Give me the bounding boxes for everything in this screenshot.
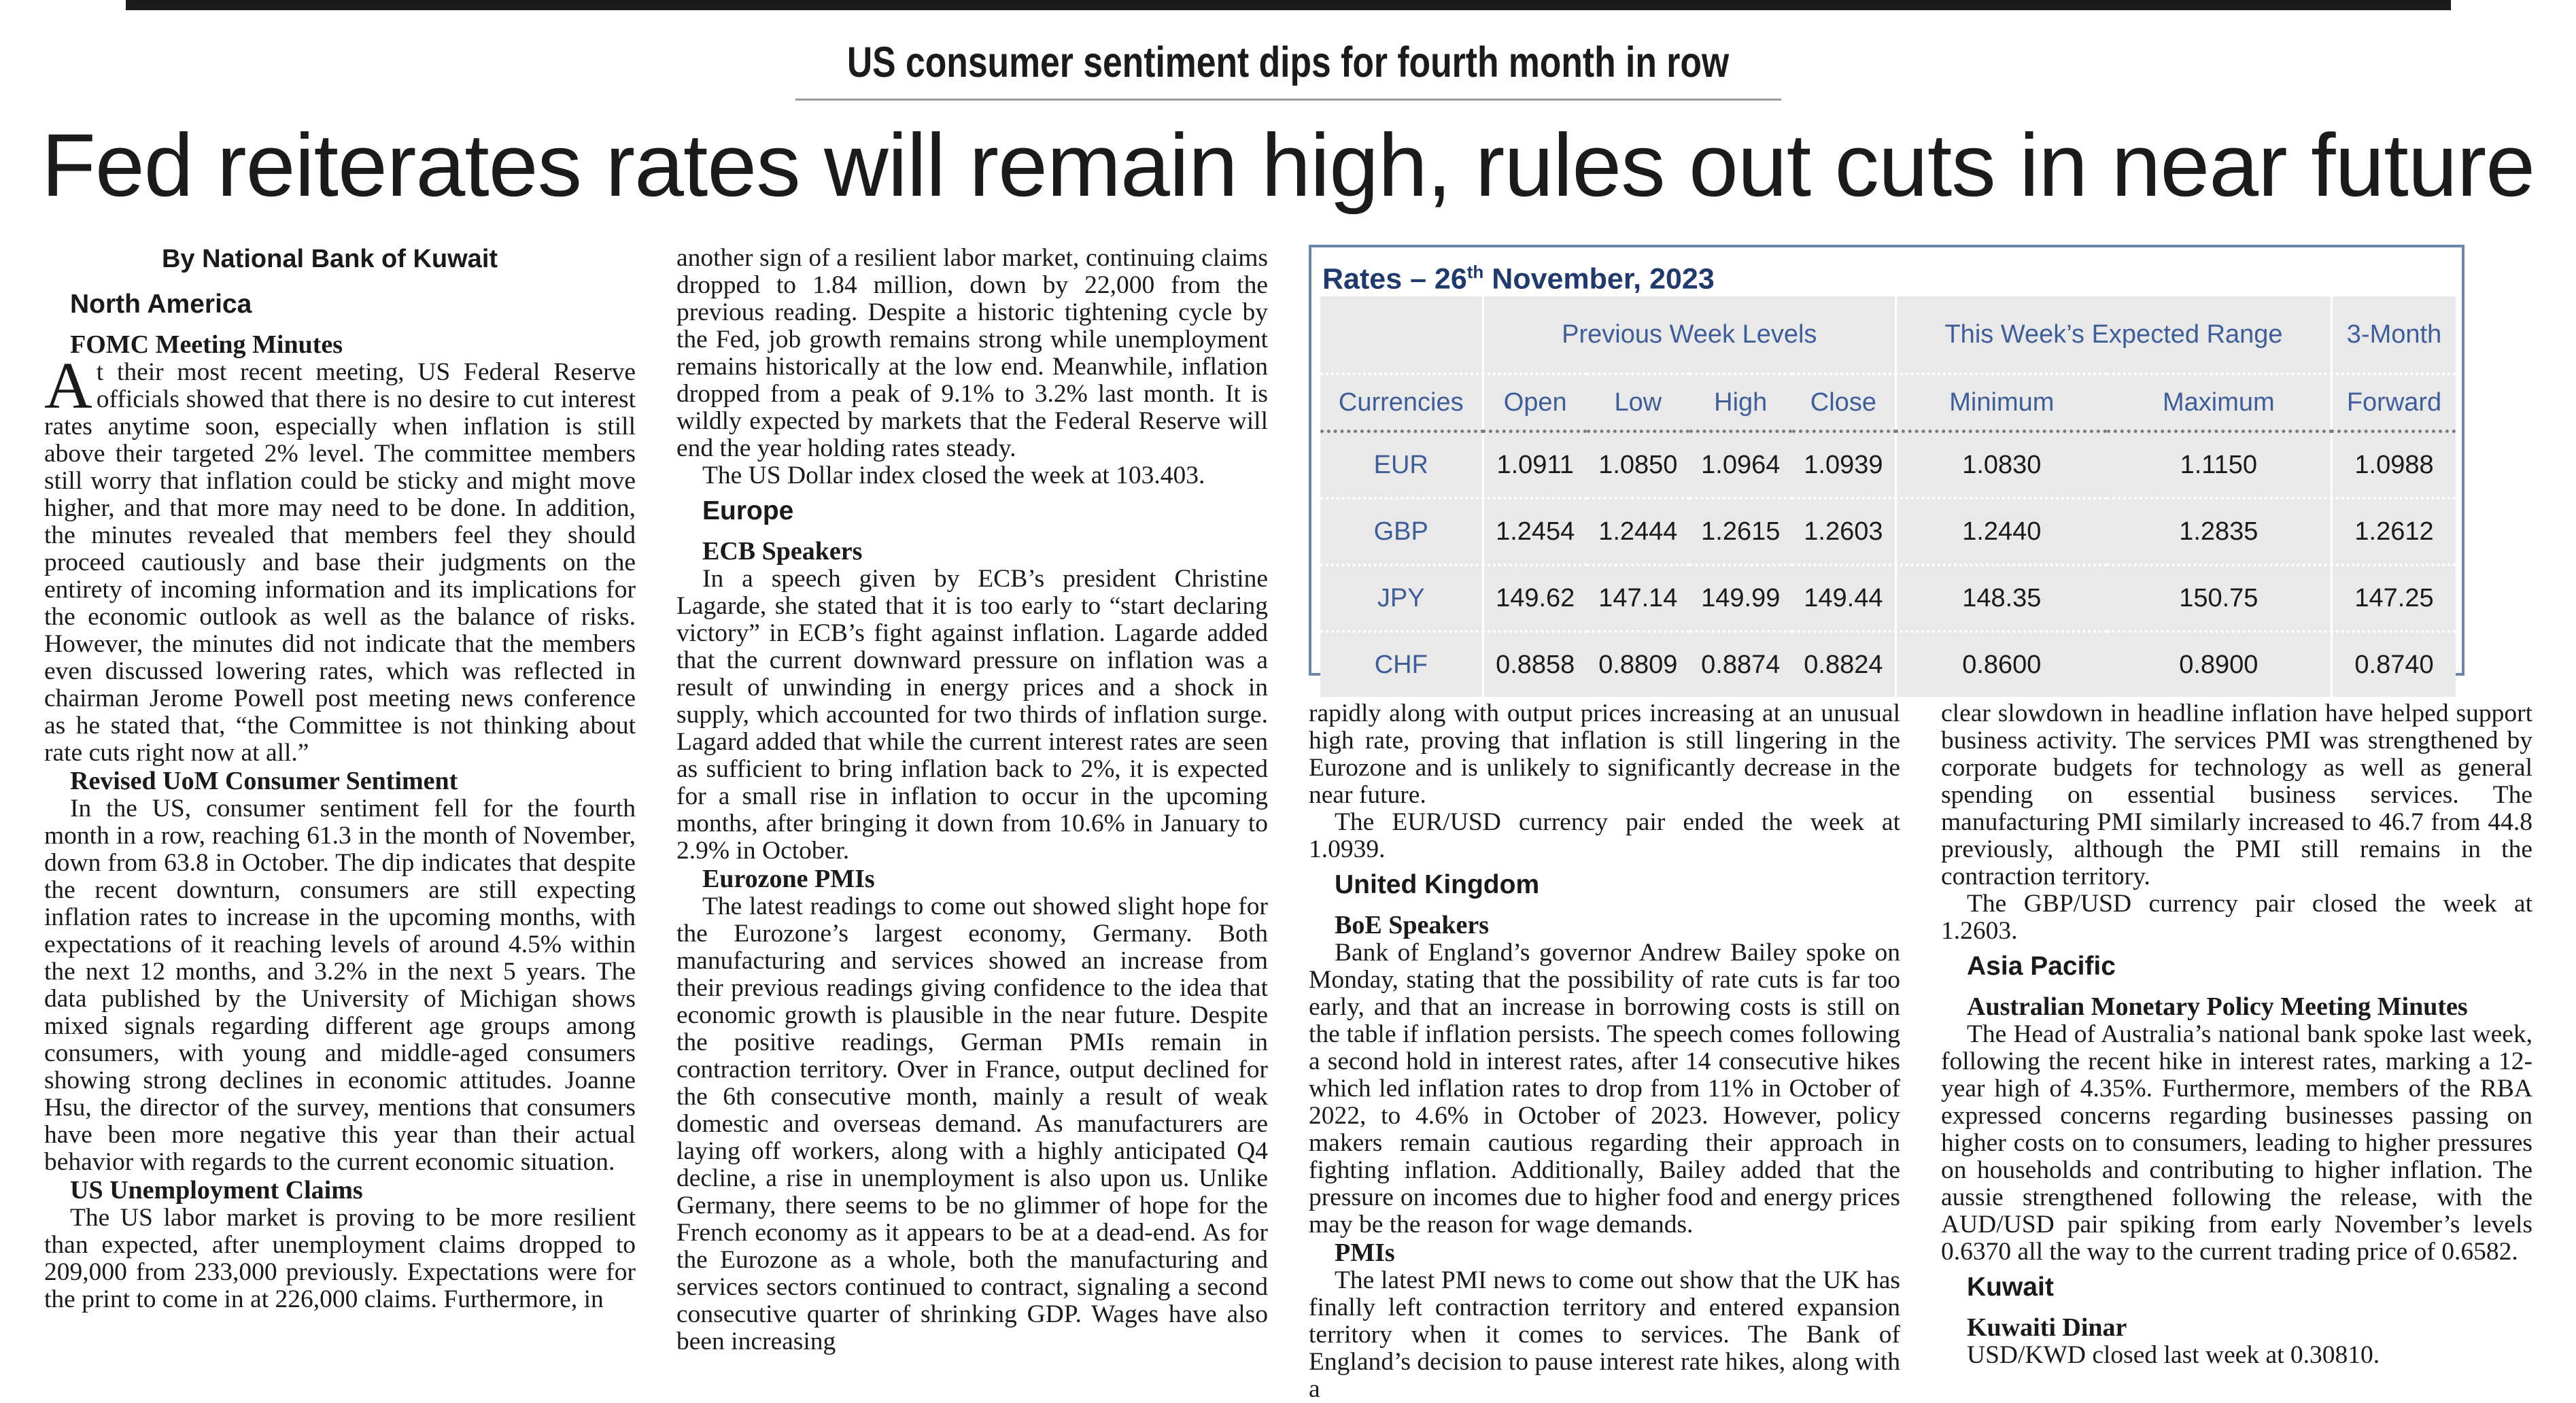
paragraph: In a speech given by ECB’s president Christine Lagarde, she stated that it is too early to “start declaring victory” in ECB’s fight against inflation. Lagarde added that the current downward pressure on inflation was a result of unwinding in energy prices and a shock in supply, which accounted for two thirds of inflation surge. Lagard added that while the current interest rates are seen as sufficient to bring inflation back to 2%, it is expected for a small rise in inflation to occur in the upcoming months, after bringing it down from 10.6% in January to 2.9% in October. bbox=[676, 565, 1268, 865]
rates-table bbox=[1320, 296, 2456, 697]
paragraph: At their most recent meeting, US Federal Reserve officials showed that there is no desire to cut interest rates anytime soon, especially when inflation is still above their targeted 2% level. The committee members still worry that inflation could be sticky and might move higher, and that more may need to be done. In addition, the minutes revealed that members feel they should proceed cautiously and base their judgments on the entirety of incoming information and its implications for the economic outlook as well as the balance of risks. However, the minutes did not indicate that the members even discussed lowering rates, which was reflected in chairman Jerome Powell post meeting news conference as he stated that, “the Committee is not thinking about rate cuts right now at all.” bbox=[44, 349, 636, 767]
subhead-kuwaiti-dinar: Kuwaiti Dinar bbox=[1967, 1313, 2127, 1342]
table-row: GBP 1.2454 1.2444 1.2615 1.2603 1.2440 1.2835 1.2612 bbox=[1320, 498, 2456, 565]
subhead-unemployment: US Unemployment Claims bbox=[70, 1176, 363, 1205]
group-header-previous: Previous Week Levels bbox=[1483, 296, 1896, 374]
paragraph: Bank of England’s governor Andrew Bailey spoke on Monday, stating that the possibility of rate cuts is far too early, and that an increase in borrowing costs is still on the table if inflation persists. The speech comes following a second hold in interest rates, after 14 consecutive hikes which led inflation rates to drop from 11% in October of 2022, to 4.6% in October of 2023. However, policy makers remain cautious regarding their approach in fighting inflation. Additionally, Bailey added that the pressure on incomes due to higher food and energy prices may be the reason for wage demands. bbox=[1309, 939, 1900, 1239]
table-row: EUR 1.0911 1.0850 1.0964 1.0939 1.0830 1.1150 1.0988 bbox=[1320, 432, 2456, 499]
currency-cell: EUR bbox=[1373, 450, 1428, 479]
column-3 bbox=[1309, 700, 1900, 1403]
top-rule bbox=[126, 0, 2451, 10]
subhead-fomc: FOMC Meeting Minutes bbox=[70, 330, 343, 359]
kicker-divider bbox=[795, 99, 1781, 101]
section-united-kingdom: United Kingdom bbox=[1335, 870, 1540, 899]
paragraph: The GBP/USD currency pair closed the week at 1.2603. bbox=[1941, 890, 2532, 945]
paragraph: USD/KWD closed last week at 0.30810. bbox=[1967, 1341, 2380, 1369]
currency-cell: CHF bbox=[1374, 650, 1428, 679]
subhead-uk-pmis: PMIs bbox=[1335, 1239, 1395, 1267]
paragraph: In the US, consumer sentiment fell for the fourth month in a row, reaching 61.3 in the month of November, down from 63.8 in October. The dip indicates that despite the recent downturn, consumers are still expecting inflation rates to increase in the upcoming months, with expectations of it reaching levels of around 4.5% within the next 12 months, and 3.2% in the next 5 years. The data published by the University of Michigan shows mixed signals regarding different age groups among consumers, with young and middle-aged consumers showing strong declines in economic attitudes. Joanne Hsu, the director of the survey, mentions that consumers have been more negative this year than their actual behavior with regards to the current economic situation. bbox=[44, 795, 636, 1176]
currency-cell: GBP bbox=[1373, 517, 1428, 546]
column-header: Open bbox=[1483, 374, 1587, 432]
column-header: Forward bbox=[2332, 374, 2456, 432]
group-header-forward: 3-Month bbox=[2332, 296, 2456, 374]
kicker: US consumer sentiment dips for fourth month in row bbox=[846, 39, 1730, 86]
section-asia-pacific: Asia Pacific bbox=[1967, 952, 2116, 981]
column-header: Maximum bbox=[2162, 387, 2275, 417]
drop-cap: A bbox=[44, 349, 92, 423]
subhead-uom: Revised UoM Consumer Sentiment bbox=[70, 767, 458, 795]
subhead-ecb: ECB Speakers bbox=[702, 537, 863, 566]
paragraph: The latest readings to come out showed slight hope for the Eurozone’s largest economy, Germany. Both manufacturing and services showed an increase from their previous readings giving confidence to the idea that economic growth is plausible in the near future. Despite the positive readings, German PMIs remain in contraction territory. Over in France, output declined for the 6th consecutive month, mainly a result of weak domestic and overseas demand. As manufacturers are laying off workers, along with a highly anticipated Q4 decline, a rise in unemployment is also upon us. Unlike Germany, there seems to be no glimmer of hope for the French economy as it appears to be at a dead-end. As for the Eurozone as a whole, both the manufacturing and services sectors continued to contract, signaling a second consecutive quarter of shrinking GDP. Wages have also been increasing bbox=[676, 893, 1268, 1355]
rates-title: Rates – 26th November, 2023 bbox=[1322, 262, 1715, 296]
section-north-america: North America bbox=[70, 290, 252, 319]
currency-cell: JPY bbox=[1377, 583, 1425, 612]
byline: By National Bank of Kuwait bbox=[161, 245, 498, 273]
subhead-rba: Australian Monetary Policy Meeting Minutes bbox=[1967, 992, 2468, 1021]
column-header: Minimum bbox=[1896, 374, 2107, 432]
column-1 bbox=[44, 243, 636, 1313]
section-kuwait: Kuwait bbox=[1967, 1272, 2054, 1302]
column-2 bbox=[676, 245, 1268, 1355]
rates-table-box bbox=[1309, 245, 2465, 679]
column-header: Low bbox=[1614, 387, 1662, 417]
paragraph: The US labor market is proving to be more resilient than expected, after unemployment claims dropped to 209,000 from 233,000 previously. Expectations were for the print to come in at 226,000 claims. Furthermore, in bbox=[44, 1204, 636, 1313]
column-header: High bbox=[1714, 387, 1768, 417]
paragraph: The latest PMI news to come out show that the UK has finally left contraction territory and entered expansion territory when it comes to services. The Bank of England’s decision to pause interest rate hikes, along with a bbox=[1309, 1266, 1900, 1403]
column-header: Currencies bbox=[1338, 387, 1464, 417]
group-header-expected: This Week’s Expected Range bbox=[1896, 296, 2332, 374]
paragraph: The Head of Australia’s national bank spoke last week, following the recent hike in interest rates, marking a 12-year high of 4.35%. Furthermore, members of the RBA expressed concerns regarding businesses passing on higher costs on to consumers, leading to higher pressures on households and contributing to higher inflation. The aussie strengthened following the release, with the AUD/USD pair spiking from early November’s levels 0.6370 all the way to the current trading price of 0.6582. bbox=[1941, 1020, 2532, 1266]
table-row: JPY 149.62 147.14 149.99 149.44 148.35 150.75 147.25 bbox=[1320, 565, 2456, 631]
paragraph: clear slowdown in headline inflation have helped support business activity. The services PMI was strengthened by corporate budgets for technology as well as general spending on essential business services. The manufacturing PMI similarly increased to 46.7 from 44.8 previously, although the PMI still remains in the contraction territory. bbox=[1941, 699, 2532, 890]
subhead-eurozone-pmis: Eurozone PMIs bbox=[702, 865, 875, 893]
paragraph: another sign of a resilient labor market, continuing claims dropped to 1.84 million, down by 22,000 from the previous reading. Despite a historic tightening cycle by the Fed, job growth remains strong while unemployment remains historically at the low end. Meanwhile, inflation dropped from a peak of 9.1% to 3.2% last month. It is wildly expected by markets that the Federal Reserve will end the year holding rates steady. bbox=[676, 244, 1268, 462]
table-row: CHF 0.8858 0.8809 0.8874 0.8824 0.8600 0.8900 0.8740 bbox=[1320, 631, 2456, 697]
paragraph: The EUR/USD currency pair ended the week at 1.0939. bbox=[1309, 808, 1900, 863]
column-4 bbox=[1941, 700, 2532, 1369]
column-header: Close bbox=[1810, 387, 1876, 417]
paragraph: rapidly along with output prices increasing at an unusual high rate, proving that inflation is still lingering in the Eurozone and is unlikely to significantly decrease in the near future. bbox=[1309, 699, 1900, 809]
subhead-boe: BoE Speakers bbox=[1335, 911, 1489, 939]
paragraph: The US Dollar index closed the week at 103.403. bbox=[702, 462, 1205, 489]
headline: Fed reiterates rates will remain high, rules out cuts in near future bbox=[41, 115, 2535, 215]
section-europe: Europe bbox=[702, 496, 794, 525]
